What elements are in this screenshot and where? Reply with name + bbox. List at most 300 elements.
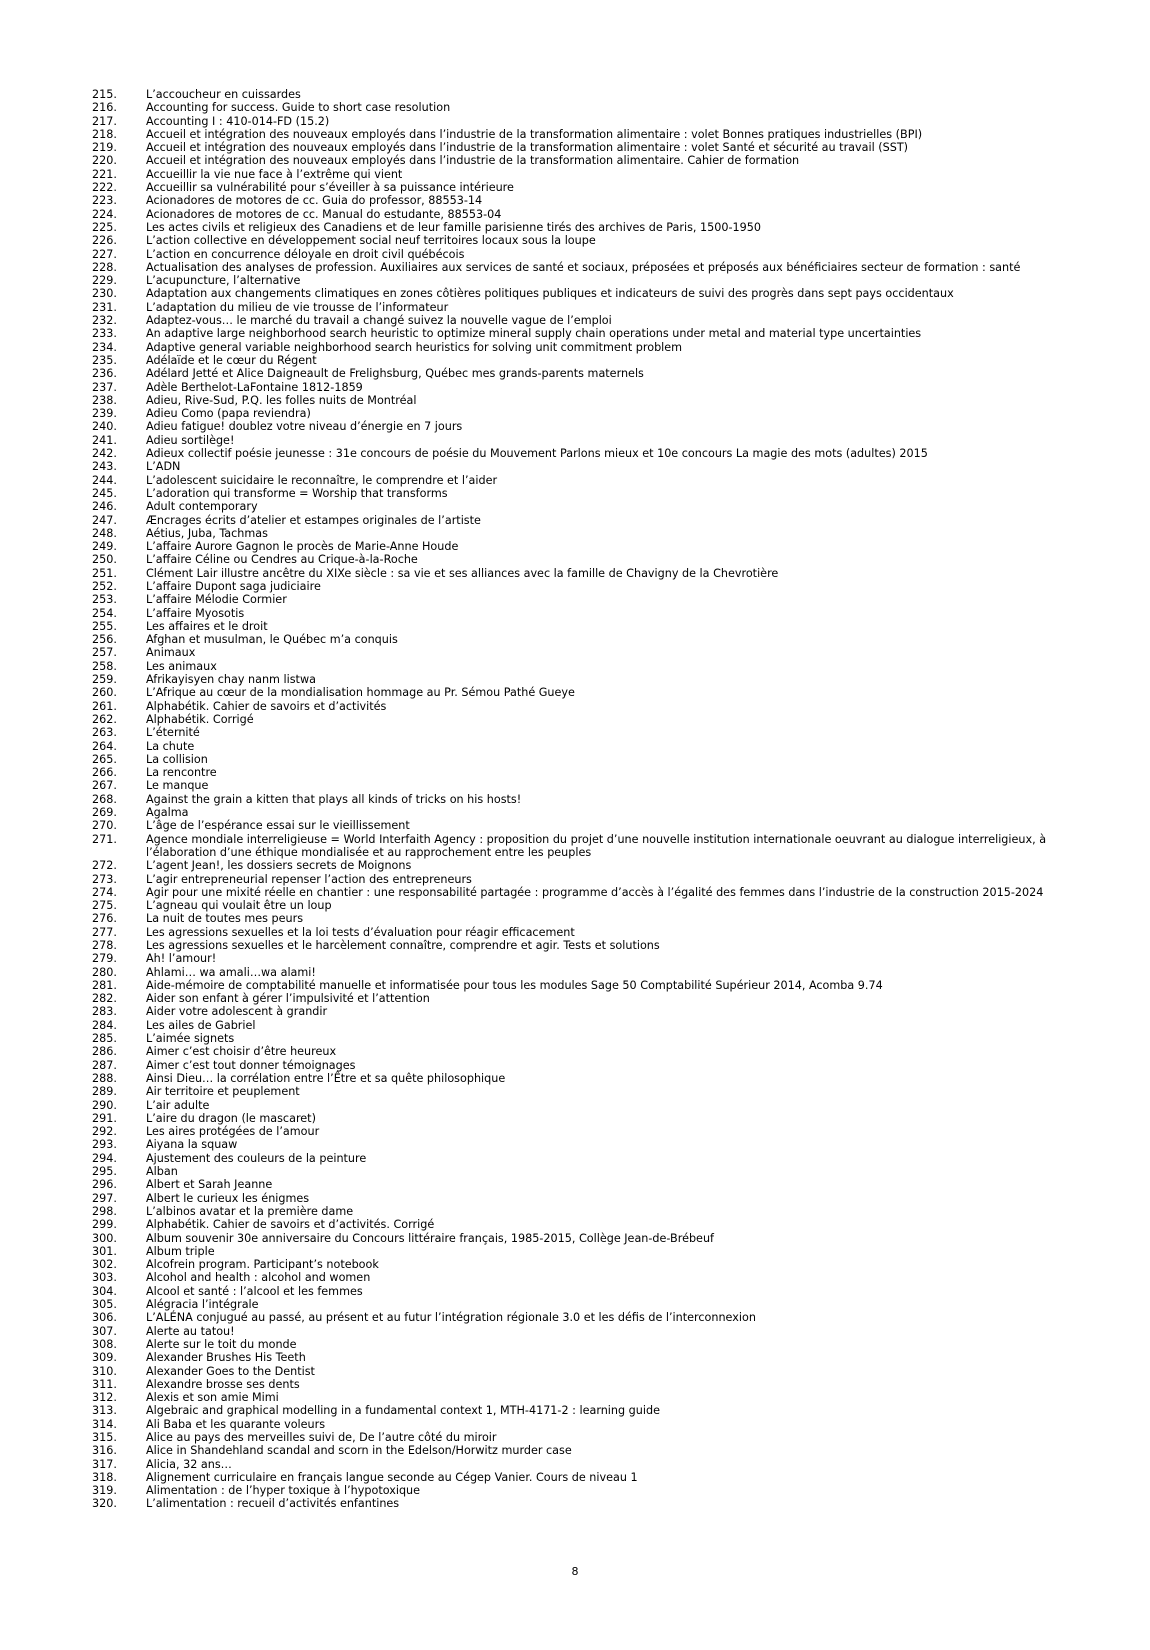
entry-number: 273. (92, 872, 117, 886)
entry-title: Adieu fatigue! doublez votre niveau d’énergie en 7 jours (146, 420, 463, 434)
entry-title: Algebraic and graphical modelling in a fundamental context 1, MTH-4171-2 : learning guide (146, 1404, 660, 1418)
entry-number: 311. (92, 1377, 117, 1391)
list-item (88, 1112, 1090, 1125)
list-item (88, 447, 1090, 460)
entry-number: 294. (92, 1151, 117, 1165)
entry-number: 270. (92, 819, 117, 833)
entry-number: 243. (92, 460, 117, 474)
entry-number: 239. (92, 407, 117, 421)
entry-number: 308. (92, 1337, 117, 1351)
entry-number: 224. (92, 207, 117, 221)
list-item (88, 926, 1090, 939)
entry-title: Alexander Brushes His Teeth (146, 1351, 306, 1365)
entry-number: 244. (92, 473, 117, 487)
list-item (88, 886, 1090, 899)
list-item (88, 1059, 1090, 1072)
list-item (88, 1484, 1090, 1497)
entry-title: L’éternité (146, 726, 200, 740)
entry-number: 313. (92, 1404, 117, 1418)
entry-title: La rencontre (146, 766, 217, 780)
entry-title: L’air adulte (146, 1098, 210, 1112)
entry-number: 253. (92, 593, 117, 607)
entry-title: Alexander Goes to the Dentist (146, 1364, 315, 1378)
entry-number: 221. (92, 167, 117, 181)
entry-number: 265. (92, 752, 117, 766)
entry-number: 292. (92, 1125, 117, 1139)
entry-title: Alexis et son amie Mimi (146, 1391, 279, 1405)
entry-number: 318. (92, 1470, 117, 1484)
list-item (88, 819, 1090, 832)
list-item (88, 1072, 1090, 1085)
list-item (88, 912, 1090, 925)
list-item (88, 1085, 1090, 1098)
entry-number: 295. (92, 1165, 117, 1179)
entry-number: 246. (92, 500, 117, 514)
entry-number: 293. (92, 1138, 117, 1152)
list-item (88, 487, 1090, 500)
entry-number: 263. (92, 726, 117, 740)
list-item (88, 141, 1090, 154)
entry-title: Les actes civils et religieux des Canadiens et de leur famille parisienne tirés des archives de Paris, 1500-1950 (146, 220, 761, 234)
entry-number: 286. (92, 1045, 117, 1059)
entry-number: 266. (92, 766, 117, 780)
entry-number: 267. (92, 779, 117, 793)
entry-number: 282. (92, 992, 117, 1006)
entry-number: 241. (92, 433, 117, 447)
entry-title: Aétius, Juba, Tachmas (146, 526, 268, 540)
entry-title: L’ADN (146, 460, 181, 474)
entry-number: 223. (92, 194, 117, 208)
entry-number: 219. (92, 141, 117, 155)
list-item (88, 753, 1090, 766)
entry-title: Alphabétik. Corrigé (146, 712, 254, 726)
entry-number: 296. (92, 1178, 117, 1192)
list-item (88, 1298, 1090, 1311)
list-item (88, 1471, 1090, 1484)
entry-number: 216. (92, 101, 117, 115)
entry-title: Aimer c’est tout donner témoignages (146, 1058, 356, 1072)
entry-title: Clément Lair illustre ancêtre du XIXe siècle : sa vie et ses alliances avec la famille de Chavigny de la Chevrotière (146, 566, 779, 580)
entry-number: 232. (92, 314, 117, 328)
list-item (88, 1271, 1090, 1284)
list-item (88, 1497, 1090, 1510)
entry-title: L’adoration qui transforme = Worship that transforms (146, 486, 448, 500)
entry-title: L’aire du dragon (le mascaret) (146, 1111, 316, 1125)
entry-title: La collision (146, 752, 208, 766)
list-item (88, 1338, 1090, 1351)
entry-number: 237. (92, 380, 117, 394)
entry-number: 278. (92, 939, 117, 952)
entry-title: Alcohol and health : alcohol and women (146, 1271, 371, 1285)
list-item (88, 301, 1090, 314)
list-item (88, 1165, 1090, 1178)
entry-number: 235. (92, 353, 117, 367)
entry-title: Actualisation des analyses de profession. Auxiliaires aux services de santé et sociaux, préposées et préposés aux bénéficiaires secteur de formation : santé (146, 260, 1021, 274)
entry-title: L’adaptation du milieu de vie trousse de l’informateur (146, 300, 449, 314)
entry-title: Les aires protégées de l’amour (146, 1125, 320, 1139)
entry-number: 231. (92, 300, 117, 314)
entry-title: Agence mondiale interreligieuse = World Interfaith Agency : proposition du projet d’une nouvelle institution internationale oeuvrant au dialogue interreligieux, à l’élaboration d’une éthique mondialisée et au rapprochement entre les peuples (146, 832, 1047, 859)
entry-title: Les agressions sexuelles et le harcèlement connaître, comprendre et agir. Tests et solutions (146, 939, 660, 952)
list-item (88, 1431, 1090, 1444)
entry-title: Album triple (146, 1244, 215, 1258)
entry-title: Albert le curieux les énigmes (146, 1191, 310, 1205)
entry-number: 280. (92, 965, 117, 979)
list-item (88, 740, 1090, 753)
entry-number: 309. (92, 1351, 117, 1365)
entry-number: 252. (92, 579, 117, 593)
entry-number: 258. (92, 659, 117, 673)
list-item (88, 567, 1090, 580)
list-item (88, 101, 1090, 114)
entry-title: L’ALÉNA conjugué au passé, au présent et au futur l’intégration régionale 3.0 et les défis de l’interconnexion (146, 1311, 756, 1325)
entry-title: Air territoire et peuplement (146, 1085, 300, 1099)
entry-title: Le manque (146, 779, 209, 793)
list-item (88, 859, 1090, 872)
entry-title: Adaptive general variable neighborhood search heuristics for solving unit commitment problem (146, 340, 683, 354)
entry-number: 215. (92, 88, 117, 101)
list-item (88, 527, 1090, 540)
entry-title: Albert et Sarah Jeanne (146, 1178, 273, 1192)
list-item (88, 793, 1090, 806)
list-item (88, 1192, 1090, 1205)
list-item (88, 354, 1090, 367)
entry-title: Ainsi Dieu… la corrélation entre l’Être et sa quête philosophique (146, 1071, 506, 1085)
entry-number: 288. (92, 1071, 117, 1085)
list-item (88, 660, 1090, 673)
entry-number: 225. (92, 220, 117, 234)
entry-title: L’agir entrepreneurial repenser l’action des entrepreneurs (146, 872, 472, 886)
entry-number: 260. (92, 686, 117, 700)
list-item (88, 1205, 1090, 1218)
list-item (88, 474, 1090, 487)
entry-title: La chute (146, 739, 195, 753)
entry-title: Acionadores de motores de cc. Manual do estudante, 88553-04 (146, 207, 502, 221)
list-item (88, 1099, 1090, 1112)
list-item (88, 128, 1090, 141)
entry-number: 247. (92, 513, 117, 527)
entry-number: 297. (92, 1191, 117, 1205)
list-item (88, 1418, 1090, 1431)
entry-title: Adèle Berthelot-LaFontaine 1812-1859 (146, 380, 363, 394)
entry-title: Alignement curriculaire en français langue seconde au Cégep Vanier. Cours de niveau 1 (146, 1470, 638, 1484)
entry-title: Les agressions sexuelles et la loi tests d’évaluation pour réagir efficacement (146, 925, 575, 939)
list-item (88, 1218, 1090, 1231)
entry-title: Alice in Shandehland scandal and scorn in the Edelson/Horwitz murder case (146, 1444, 572, 1458)
entry-title: Æncrages écrits d’atelier et estampes originales de l’artiste (146, 513, 481, 527)
list-item (88, 1458, 1090, 1471)
entry-number: 230. (92, 287, 117, 301)
entry-title: Alphabétik. Cahier de savoirs et d’activités (146, 699, 387, 713)
entry-title: Agir pour une mixité réelle en chantier : une responsabilité partagée : programme d’accès à l’égalité des femmes dans l’industrie de la construction 2015-2024 (146, 885, 1044, 899)
entry-number: 218. (92, 127, 117, 141)
list-item (88, 540, 1090, 553)
list-item (88, 221, 1090, 234)
entry-number: 220. (92, 154, 117, 168)
entry-number: 314. (92, 1417, 117, 1431)
entry-title: Accueil et intégration des nouveaux employés dans l’industrie de la transformation alimentaire : volet Santé et sécurité au travail (SST) (146, 141, 909, 155)
entry-title: Aider votre adolescent à grandir (146, 1005, 328, 1019)
entry-title: Adaptation aux changements climatiques en zones côtières politiques publiques et indicateurs de suivi des progrès dans sept pays occidentaux (146, 287, 954, 301)
entry-title: Adieu Como (papa reviendra) (146, 407, 311, 421)
entry-number: 299. (92, 1218, 117, 1232)
list-item (88, 1285, 1090, 1298)
entry-number: 284. (92, 1018, 117, 1032)
list-item (88, 1178, 1090, 1191)
entry-number: 256. (92, 633, 117, 647)
entry-number: 298. (92, 1204, 117, 1218)
list-item (88, 620, 1090, 633)
entry-title: Les ailes de Gabriel (146, 1018, 256, 1032)
list-item (88, 234, 1090, 247)
list-item (88, 1232, 1090, 1245)
list-item (88, 500, 1090, 513)
entry-number: 234. (92, 340, 117, 354)
list-item (88, 1125, 1090, 1138)
entry-number: 233. (92, 327, 117, 341)
list-item (88, 779, 1090, 792)
entry-title: Adaptez-vous… le marché du travail a changé suivez la nouvelle vague de l’emploi (146, 314, 612, 328)
entry-title: L’affaire Dupont saga judiciaire (146, 579, 321, 593)
bibliography-list (88, 88, 1090, 1511)
entry-number: 264. (92, 739, 117, 753)
list-item (88, 992, 1090, 1005)
entry-title: L’action en concurrence déloyale en droit civil québécois (146, 247, 465, 261)
entry-title: L’accoucheur en cuissardes (146, 88, 301, 101)
entry-title: Alerte au tatou! (146, 1324, 235, 1338)
entry-title: L’agneau qui voulait être un loup (146, 899, 332, 913)
entry-title: Alerte sur le toit du monde (146, 1337, 297, 1351)
list-item (88, 154, 1090, 167)
entry-title: L’affaire Céline ou Cendres au Crique-à-la-Roche (146, 553, 418, 567)
entry-title: L’aimée signets (146, 1032, 235, 1046)
entry-title: Adieux collectif poésie jeunesse : 31e concours de poésie du Mouvement Parlons mieux et 10e concours La magie des mots (adultes) 2015 (146, 447, 928, 461)
entry-title: An adaptive large neighborhood search heuristic to optimize mineral supply chain operations under metal and material type uncertainties (146, 327, 922, 341)
entry-title: Accounting for success. Guide to short case resolution (146, 101, 451, 115)
entry-number: 281. (92, 978, 117, 992)
list-item (88, 979, 1090, 992)
entry-title: Accueil et intégration des nouveaux employés dans l’industrie de la transformation alimentaire : volet Bonnes pratiques industrielles (BPI) (146, 127, 923, 141)
entry-number: 317. (92, 1457, 117, 1471)
entry-title: Ah! l’amour! (146, 952, 217, 966)
list-item (88, 700, 1090, 713)
list-item (88, 833, 1090, 860)
entry-title: Accueil et intégration des nouveaux employés dans l’industrie de la transformation alimentaire. Cahier de formation (146, 154, 800, 168)
list-item (88, 686, 1090, 699)
list-item (88, 593, 1090, 606)
entry-number: 249. (92, 540, 117, 554)
entry-title: Alicia, 32 ans… (146, 1457, 232, 1471)
entry-title: Afrikayisyen chay nanm listwa (146, 673, 316, 687)
entry-number: 310. (92, 1364, 117, 1378)
list-item (88, 287, 1090, 300)
entry-title: L’alimentation : recueil d’activités enfantines (146, 1497, 400, 1511)
entry-number: 304. (92, 1284, 117, 1298)
list-item (88, 1005, 1090, 1018)
list-item (88, 420, 1090, 433)
entry-title: Afghan et musulman, le Québec m’a conquis (146, 633, 398, 647)
entry-number: 240. (92, 420, 117, 434)
entry-number: 251. (92, 566, 117, 580)
entry-number: 248. (92, 526, 117, 540)
entry-title: L’action collective en développement social neuf territoires locaux sous la loupe (146, 234, 596, 248)
entry-number: 300. (92, 1231, 117, 1245)
entry-number: 277. (92, 925, 117, 939)
list-item (88, 181, 1090, 194)
entry-title: Accounting I : 410-014-FD (15.2) (146, 114, 330, 128)
entry-number: 302. (92, 1258, 117, 1272)
entry-number: 307. (92, 1324, 117, 1338)
entry-title: L’Afrique au cœur de la mondialisation hommage au Pr. Sémou Pathé Gueye (146, 686, 575, 700)
entry-title: Album souvenir 30e anniversaire du Concours littéraire français, 1985-2015, Collège Jean-de-Brébeuf (146, 1231, 714, 1245)
entry-title: Adélard Jetté et Alice Daigneault de Frelighsburg, Québec mes grands-parents maternels (146, 367, 644, 381)
list-item (88, 1351, 1090, 1364)
entry-title: Alcofrein program. Participant’s notebook (146, 1258, 379, 1272)
list-item (88, 766, 1090, 779)
entry-title: Les affaires et le droit (146, 619, 268, 633)
list-item (88, 381, 1090, 394)
entry-title: Ajustement des couleurs de la peinture (146, 1151, 367, 1165)
entry-number: 257. (92, 646, 117, 660)
entry-number: 287. (92, 1058, 117, 1072)
entry-number: 291. (92, 1111, 117, 1125)
list-item (88, 208, 1090, 221)
list-item (88, 1404, 1090, 1417)
entry-title: L’albinos avatar et la première dame (146, 1204, 354, 1218)
entry-number: 269. (92, 806, 117, 820)
list-item (88, 1045, 1090, 1058)
list-item (88, 726, 1090, 739)
entry-title: L’agent Jean!, les dossiers secrets de Moignons (146, 859, 412, 873)
list-item (88, 1138, 1090, 1151)
list-item (88, 194, 1090, 207)
entry-number: 229. (92, 274, 117, 288)
list-item (88, 341, 1090, 354)
entry-number: 285. (92, 1032, 117, 1046)
entry-number: 279. (92, 952, 117, 966)
entry-number: 312. (92, 1391, 117, 1405)
list-item (88, 248, 1090, 261)
entry-title: Acionadores de motores de cc. Guia do professor, 88553-14 (146, 194, 483, 208)
entry-number: 274. (92, 885, 117, 899)
entry-title: L’adolescent suicidaire le reconnaître, le comprendre et l’aider (146, 473, 498, 487)
list-item (88, 1152, 1090, 1165)
entry-title: Accueillir sa vulnérabilité pour s’éveiller à sa puissance intérieure (146, 181, 514, 195)
list-item (88, 274, 1090, 287)
entry-title: Adélaïde et le cœur du Régent (146, 353, 317, 367)
entry-title: Ali Baba et les quarante voleurs (146, 1417, 326, 1431)
page-number: 8 (571, 1565, 579, 1578)
entry-number: 290. (92, 1098, 117, 1112)
entry-number: 262. (92, 712, 117, 726)
entry-number: 245. (92, 486, 117, 500)
entry-number: 222. (92, 181, 117, 195)
entry-number: 272. (92, 859, 117, 873)
entry-number: 236. (92, 367, 117, 381)
entry-number: 238. (92, 393, 117, 407)
list-item (88, 434, 1090, 447)
list-item (88, 1032, 1090, 1045)
list-item (88, 966, 1090, 979)
entry-number: 301. (92, 1244, 117, 1258)
entry-title: L’affaire Myosotis (146, 606, 245, 620)
entry-number: 276. (92, 912, 117, 926)
entry-title: Aimer c’est choisir d’être heureux (146, 1045, 337, 1059)
entry-number: 275. (92, 899, 117, 913)
list-item (88, 806, 1090, 819)
entry-number: 250. (92, 553, 117, 567)
entry-title: Against the grain a kitten that plays all kinds of tricks on his hosts! (146, 792, 522, 806)
entry-title: Adieu sortilège! (146, 433, 235, 447)
entry-number: 289. (92, 1085, 117, 1099)
entry-title: Aiyana la squaw (146, 1138, 238, 1152)
list-item (88, 1444, 1090, 1457)
list-item (88, 88, 1090, 101)
list-item (88, 1258, 1090, 1271)
entry-number: 226. (92, 234, 117, 248)
entry-number: 320. (92, 1497, 117, 1511)
entry-number: 254. (92, 606, 117, 620)
list-item (88, 952, 1090, 965)
list-item (88, 115, 1090, 128)
entry-number: 271. (92, 832, 117, 846)
entry-number: 306. (92, 1311, 117, 1325)
list-item (88, 327, 1090, 340)
list-item (88, 580, 1090, 593)
entry-title: L’âge de l’espérance essai sur le vieillissement (146, 819, 410, 833)
list-item (88, 1378, 1090, 1391)
entry-number: 259. (92, 673, 117, 687)
entry-number: 303. (92, 1271, 117, 1285)
entry-title: Alcool et santé : l’alcool et les femmes (146, 1284, 363, 1298)
list-item (88, 1311, 1090, 1324)
list-item (88, 673, 1090, 686)
list-item (88, 394, 1090, 407)
entry-title: Aide-mémoire de comptabilité manuelle et informatisée pour tous les modules Sage 50 Comptabilité Supérieur 2014, Acomba 9.74 (146, 978, 883, 992)
list-item (88, 713, 1090, 726)
list-item (88, 1325, 1090, 1338)
entry-title: Animaux (146, 646, 196, 660)
entry-title: L’acupuncture, l’alternative (146, 274, 301, 288)
list-item (88, 1391, 1090, 1404)
list-item (88, 633, 1090, 646)
entry-title: Alégracia l’intégrale (146, 1298, 259, 1312)
entry-number: 319. (92, 1484, 117, 1498)
entry-title: Adieu, Rive-Sud, P.Q. les folles nuits de Montréal (146, 393, 417, 407)
entry-title: Les animaux (146, 659, 217, 673)
entry-title: Alphabétik. Cahier de savoirs et d’activités. Corrigé (146, 1218, 435, 1232)
entry-number: 283. (92, 1005, 117, 1019)
list-item (88, 553, 1090, 566)
list-item (88, 514, 1090, 527)
list-item (88, 873, 1090, 886)
entry-title: Aider son enfant à gérer l’impulsivité et l’attention (146, 992, 430, 1006)
entry-number: 305. (92, 1298, 117, 1312)
list-item (88, 1019, 1090, 1032)
entry-number: 217. (92, 114, 117, 128)
entry-title: Alexandre brosse ses dents (146, 1377, 300, 1391)
list-item (88, 899, 1090, 912)
entry-number: 315. (92, 1430, 117, 1444)
entry-number: 268. (92, 792, 117, 806)
list-item (88, 646, 1090, 659)
entry-title: Alban (146, 1165, 178, 1179)
list-item (88, 407, 1090, 420)
entry-number: 316. (92, 1444, 117, 1458)
list-item (88, 168, 1090, 181)
entry-title: Alimentation : de l’hyper toxique à l’hypotoxique (146, 1484, 421, 1498)
entry-title: Alice au pays des merveilles suivi de, De l’autre côté du miroir (146, 1430, 497, 1444)
